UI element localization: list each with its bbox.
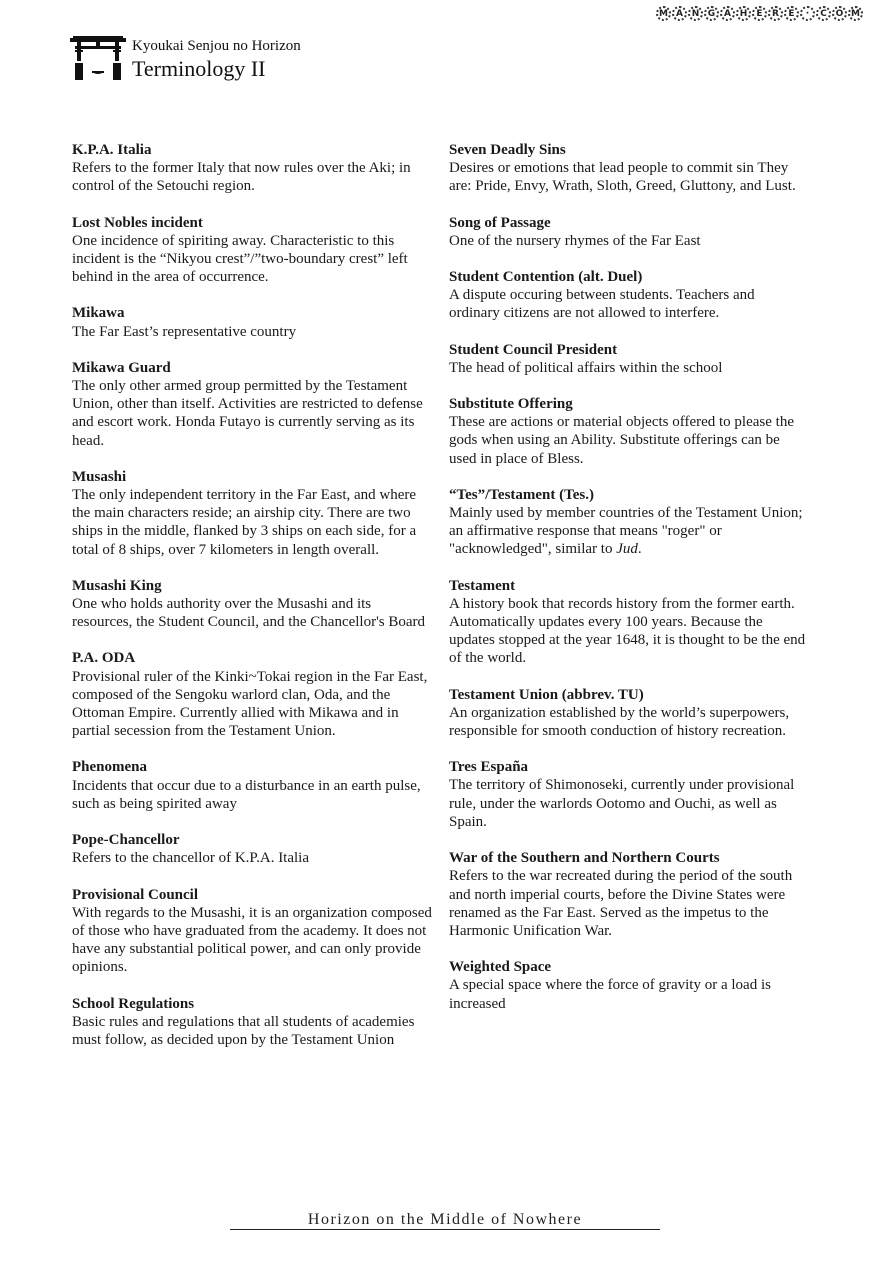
entry-definition: Refers to the former Italy that now rules over the Aki; in control of the Setouchi region. — [72, 160, 411, 195]
entry-definition: With regards to the Musashi, it is an organization composed of those who have graduated from the academy. It does not have any substantial political power, and can only provide opinions. — [72, 904, 432, 976]
entry-term: Testament Union (abbrev. TU) — [449, 686, 644, 703]
glossary-entry — [449, 849, 809, 940]
entry-term: Mikawa Guard — [72, 359, 171, 376]
entry-definition — [449, 504, 809, 559]
torii-gate-icon — [70, 36, 126, 82]
entry-term: School Regulations — [72, 995, 195, 1012]
watermark-char: O — [832, 6, 847, 21]
definition-text: Mainly used by member countries of the Testament Union; an affirmative response that means "roger" or "acknowledged", similar to — [449, 505, 803, 558]
page-title: Terminology II — [132, 56, 266, 81]
definition-italic: Jud — [616, 541, 638, 558]
watermark-char: G — [704, 6, 719, 21]
entry-term: Student Council President — [449, 341, 618, 358]
entry-definition: One incidence of spiriting away. Characteristic to this incident is the “Nikyou crest”/”two-boundary crest” left behind in the area of occurrence. — [72, 232, 408, 286]
page-header — [70, 36, 301, 82]
entry-term: Song of Passage — [449, 214, 551, 231]
watermark-char: H — [736, 6, 751, 21]
entry-definition: Refers to the chancellor of K.P.A. Italia — [72, 850, 310, 867]
glossary-entry — [72, 214, 432, 287]
watermark-char: M — [656, 6, 671, 21]
glossary-entry — [72, 359, 432, 450]
glossary-entry — [72, 758, 432, 813]
glossary-entry — [72, 577, 432, 632]
glossary-entry — [449, 958, 809, 1013]
watermark-char: A — [720, 6, 735, 21]
watermark-char: E — [752, 6, 767, 21]
series-title: Kyoukai Senjou no Horizon — [132, 38, 301, 54]
watermark-char: C — [816, 6, 831, 21]
right-column — [449, 141, 809, 1031]
entry-definition: Desires or emotions that lead people to commit sin They are: Pride, Envy, Wrath, Sloth, Greed, Gluttony, and Lust. — [449, 160, 796, 195]
entry-term: Student Contention (alt. Duel) — [449, 269, 643, 286]
entry-definition: Incidents that occur due to a disturbance in an earth pulse, such as being spirited away — [72, 777, 421, 812]
entry-definition: These are actions or material objects offered to please the gods when using an Ability. Substitute offerings can be used in place of Bless. — [449, 414, 794, 467]
entry-term: Musashi King — [72, 577, 162, 594]
glossary-entry — [449, 141, 809, 196]
entry-term: Pope-Chancellor — [72, 832, 180, 849]
entry-term: Substitute Offering — [449, 396, 573, 413]
watermark-char: · — [800, 6, 815, 21]
entry-term: Weighted Space — [449, 959, 552, 976]
entry-definition: A dispute occuring between students. Teachers and ordinary citizens are not allowed to interfere. — [449, 287, 755, 322]
entry-term: War of the Southern and Northern Courts — [449, 850, 720, 867]
glossary-entry — [449, 758, 809, 831]
entry-definition: The only other armed group permitted by the Testament Union, other than itself. Activities are restricted to defense and escort work. Honda Futayo is currently serving as its head. — [72, 378, 423, 449]
entry-definition: Basic rules and regulations that all students of academies must follow, as decided upon by the Testament Union — [72, 1013, 415, 1048]
watermark-char: E — [784, 6, 799, 21]
entry-term: P.A. ODA — [72, 650, 136, 667]
watermark-char: A — [672, 6, 687, 21]
definition-end: . — [637, 541, 642, 558]
glossary-entry — [449, 486, 809, 559]
entry-term: Provisional Council — [72, 886, 198, 903]
left-column — [72, 141, 432, 1067]
entry-definition: One who holds authority over the Musashi and its resources, the Student Council, and the Chancellor's Board — [72, 596, 426, 631]
entry-definition: Provisional ruler of the Kinki~Tokai region in the Far East, composed of the Sengoku warlord clan, Oda, and the Ottoman Empire. Currently allied with Mikawa and in partial secession from the Testament Union. — [72, 668, 428, 740]
entry-definition: The only independent territory in the Far East, and where the main characters reside; an airship city. There are two ships in the middle, flanked by 3 ships on each side, for a total of 8 ships, over 7 kilometers in length overall. — [72, 487, 417, 558]
glossary-entry — [449, 686, 809, 741]
glossary-entry — [72, 468, 432, 559]
entry-term: Tres España — [449, 759, 529, 776]
watermark-char: M — [848, 6, 863, 21]
entry-term: “Tes”/Testament (Tes.) — [449, 486, 595, 503]
page-footer: Horizon on the Middle of Nowhere — [230, 1211, 660, 1230]
glossary-entry — [72, 886, 432, 977]
entry-term: Musashi — [72, 468, 127, 485]
entry-term: K.P.A. Italia — [72, 142, 152, 158]
entry-term: Mikawa — [72, 305, 125, 322]
glossary-entry — [72, 995, 432, 1050]
entry-definition: Refers to the war recreated during the period of the south and north imperial courts, before the Divine States were renamed as the Far East. Served as the impetus to the Harmonic Unification War. — [449, 868, 793, 939]
glossary-entry — [449, 395, 809, 468]
entry-definition: One of the nursery rhymes of the Far East — [449, 232, 701, 249]
watermark — [656, 6, 863, 21]
entry-term: Seven Deadly Sins — [449, 142, 566, 158]
entry-definition: The Far East’s representative country — [72, 323, 297, 340]
glossary-entry — [72, 304, 432, 340]
glossary-entry — [449, 214, 809, 250]
glossary-entry — [449, 577, 809, 668]
entry-term: Lost Nobles incident — [72, 214, 203, 231]
entry-definition: The head of political affairs within the school — [449, 359, 723, 376]
glossary-entry — [449, 341, 809, 377]
entry-definition: A special space where the force of gravity or a load is increased — [449, 977, 771, 1012]
watermark-char: R — [768, 6, 783, 21]
glossary-entry — [449, 268, 809, 323]
entry-term: Testament — [449, 577, 516, 594]
entry-term: Phenomena — [72, 759, 147, 776]
glossary-entry — [72, 831, 432, 867]
glossary-entry — [72, 649, 432, 740]
entry-definition: An organization established by the world’s superpowers, responsible for smooth conduction of history recreation. — [449, 704, 790, 740]
entry-definition: A history book that records history from the former earth. Automatically updates every 100 years. Because the updates stopped at the year 1648, it is thought to be the end of the world. — [449, 595, 806, 667]
watermark-char: N — [688, 6, 703, 21]
glossary-entry — [72, 141, 432, 196]
entry-definition: The territory of Shimonoseki, currently under provisional rule, under the warlords Ootomo and Ouchi, as well as Spain. — [449, 777, 795, 830]
